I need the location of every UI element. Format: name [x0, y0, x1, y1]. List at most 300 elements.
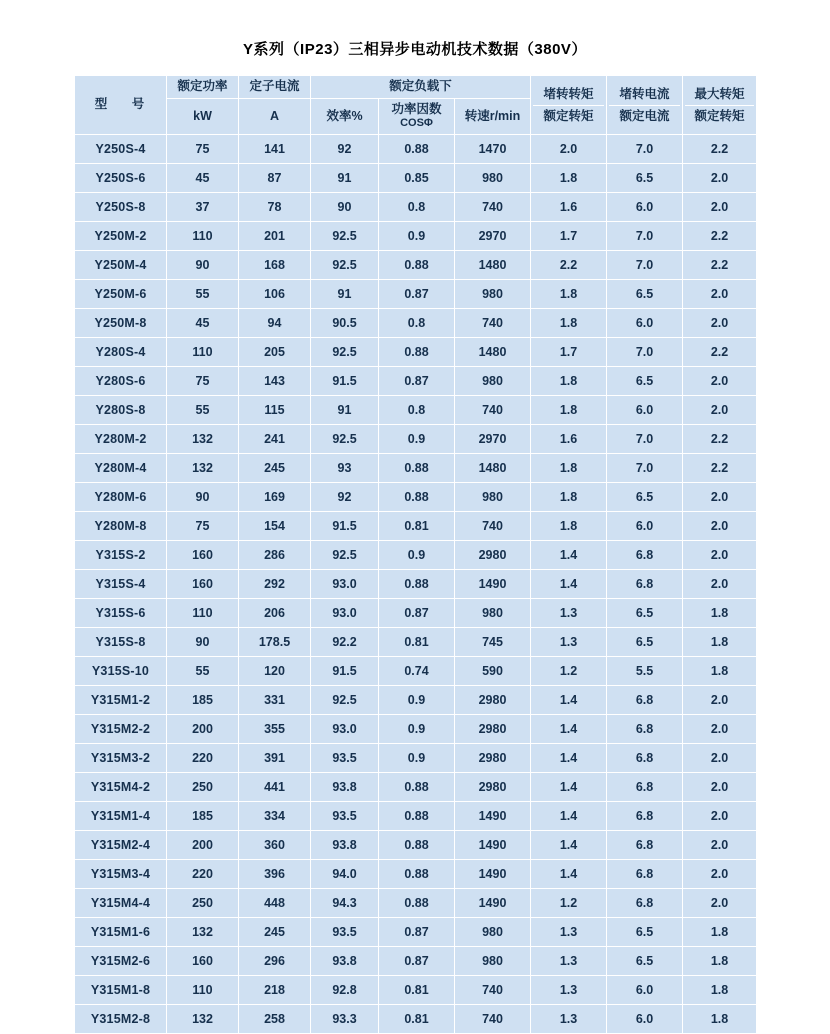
- cell-max-torque-ratio: 2.0: [683, 773, 757, 802]
- cell-max-torque-ratio: 2.0: [683, 802, 757, 831]
- cell-max-torque-ratio: 1.8: [683, 918, 757, 947]
- cell-locked-torque-ratio: 1.4: [531, 744, 607, 773]
- cell-model: Y250S-4: [75, 135, 167, 164]
- table-row: [75, 947, 757, 976]
- table-header: [75, 76, 757, 135]
- table-row: [75, 860, 757, 889]
- table-row: [75, 454, 757, 483]
- cell-model: Y315M4-2: [75, 773, 167, 802]
- cell-locked-torque-ratio: 1.8: [531, 396, 607, 425]
- cell-max-torque-ratio: 2.0: [683, 744, 757, 773]
- cell-rated-power: 220: [167, 860, 239, 889]
- cell-max-torque-ratio: 1.8: [683, 599, 757, 628]
- cell-locked-torque-ratio: 1.4: [531, 831, 607, 860]
- max-torque-numerator: 最大转矩: [694, 87, 745, 102]
- table-row: [75, 628, 757, 657]
- cell-locked-torque-ratio: 1.8: [531, 512, 607, 541]
- cell-locked-torque-ratio: 1.3: [531, 976, 607, 1005]
- cell-power-factor: 0.85: [379, 164, 455, 193]
- cell-max-torque-ratio: 2.0: [683, 889, 757, 918]
- cell-locked-current-ratio: 6.8: [607, 686, 683, 715]
- cell-model: Y315S-6: [75, 599, 167, 628]
- cell-model: Y280S-8: [75, 396, 167, 425]
- cell-power-factor: 0.88: [379, 831, 455, 860]
- cell-locked-torque-ratio: 1.4: [531, 570, 607, 599]
- cell-power-factor: 0.88: [379, 889, 455, 918]
- col-header-rated-load-group: 额定负载下: [311, 76, 531, 99]
- cell-efficiency: 92.8: [311, 976, 379, 1005]
- cell-power-factor: 0.8: [379, 396, 455, 425]
- cell-max-torque-ratio: 1.8: [683, 657, 757, 686]
- cell-efficiency: 91: [311, 396, 379, 425]
- cell-model: Y315M1-4: [75, 802, 167, 831]
- cell-efficiency: 91.5: [311, 512, 379, 541]
- table-row: [75, 512, 757, 541]
- motor-spec-table: [74, 75, 757, 1034]
- cell-power-factor: 0.87: [379, 918, 455, 947]
- cell-stator-current: 360: [239, 831, 311, 860]
- cell-stator-current: 245: [239, 454, 311, 483]
- table-row: [75, 831, 757, 860]
- cell-max-torque-ratio: 2.0: [683, 715, 757, 744]
- cell-speed: 1480: [455, 454, 531, 483]
- cell-rated-power: 132: [167, 425, 239, 454]
- cell-locked-current-ratio: 6.5: [607, 947, 683, 976]
- cell-speed: 1480: [455, 251, 531, 280]
- cell-stator-current: 331: [239, 686, 311, 715]
- cell-locked-current-ratio: 6.8: [607, 744, 683, 773]
- cell-rated-power: 160: [167, 541, 239, 570]
- cell-stator-current: 143: [239, 367, 311, 396]
- cell-max-torque-ratio: 2.0: [683, 483, 757, 512]
- cell-model: Y280M-2: [75, 425, 167, 454]
- cell-locked-current-ratio: 6.8: [607, 773, 683, 802]
- cell-speed: 2970: [455, 425, 531, 454]
- cell-speed: 980: [455, 164, 531, 193]
- cell-efficiency: 93.8: [311, 831, 379, 860]
- cell-locked-torque-ratio: 1.4: [531, 686, 607, 715]
- cell-locked-current-ratio: 6.8: [607, 889, 683, 918]
- table-row: [75, 541, 757, 570]
- col-header-stator-current: 定子电流: [239, 76, 311, 99]
- cell-rated-power: 90: [167, 483, 239, 512]
- table-row: [75, 773, 757, 802]
- table-row: [75, 889, 757, 918]
- cell-locked-current-ratio: 6.8: [607, 541, 683, 570]
- cell-locked-torque-ratio: 1.8: [531, 367, 607, 396]
- cell-efficiency: 91: [311, 164, 379, 193]
- cell-max-torque-ratio: 2.0: [683, 396, 757, 425]
- cell-rated-power: 250: [167, 889, 239, 918]
- cell-model: Y315M2-6: [75, 947, 167, 976]
- cell-efficiency: 93.0: [311, 715, 379, 744]
- cell-efficiency: 92.5: [311, 338, 379, 367]
- cell-locked-current-ratio: 6.5: [607, 918, 683, 947]
- cell-locked-torque-ratio: 1.4: [531, 773, 607, 802]
- cell-speed: 980: [455, 918, 531, 947]
- cell-power-factor: 0.9: [379, 541, 455, 570]
- cell-efficiency: 94.0: [311, 860, 379, 889]
- locked-torque-numerator: 堵转转矩: [543, 87, 594, 102]
- cell-power-factor: 0.88: [379, 251, 455, 280]
- cell-rated-power: 75: [167, 367, 239, 396]
- cell-model: Y315M3-4: [75, 860, 167, 889]
- cell-locked-torque-ratio: 1.8: [531, 454, 607, 483]
- locked-current-numerator: 堵转电流: [619, 87, 670, 102]
- cell-max-torque-ratio: 2.2: [683, 222, 757, 251]
- cell-rated-power: 37: [167, 193, 239, 222]
- cell-stator-current: 448: [239, 889, 311, 918]
- cell-model: Y250M-8: [75, 309, 167, 338]
- cell-stator-current: 141: [239, 135, 311, 164]
- cell-max-torque-ratio: 1.8: [683, 1005, 757, 1034]
- cell-locked-torque-ratio: 1.8: [531, 309, 607, 338]
- col-header-max-torque: [683, 76, 757, 135]
- cell-max-torque-ratio: 2.2: [683, 454, 757, 483]
- table-row: [75, 338, 757, 367]
- cell-model: Y250S-8: [75, 193, 167, 222]
- table-row: [75, 802, 757, 831]
- cell-model: Y315M1-2: [75, 686, 167, 715]
- cell-locked-current-ratio: 5.5: [607, 657, 683, 686]
- cell-rated-power: 110: [167, 222, 239, 251]
- table-row: [75, 976, 757, 1005]
- cell-locked-current-ratio: 7.0: [607, 222, 683, 251]
- cell-locked-torque-ratio: 1.3: [531, 599, 607, 628]
- cell-stator-current: 178.5: [239, 628, 311, 657]
- col-header-locked-current: [607, 76, 683, 135]
- cell-stator-current: 296: [239, 947, 311, 976]
- table-row: [75, 744, 757, 773]
- cell-locked-torque-ratio: 1.2: [531, 657, 607, 686]
- cell-model: Y315S-8: [75, 628, 167, 657]
- table-row: [75, 164, 757, 193]
- cell-locked-torque-ratio: 1.4: [531, 802, 607, 831]
- cell-rated-power: 132: [167, 454, 239, 483]
- cell-model: Y315M4-4: [75, 889, 167, 918]
- cell-efficiency: 93.0: [311, 599, 379, 628]
- cell-max-torque-ratio: 2.0: [683, 280, 757, 309]
- cell-model: Y315S-2: [75, 541, 167, 570]
- col-header-rated-power: 额定功率: [167, 76, 239, 99]
- cell-locked-current-ratio: 7.0: [607, 251, 683, 280]
- cell-locked-current-ratio: 6.0: [607, 193, 683, 222]
- table-row: [75, 193, 757, 222]
- cell-power-factor: 0.87: [379, 947, 455, 976]
- cell-model: Y250S-6: [75, 164, 167, 193]
- cell-locked-current-ratio: 6.0: [607, 1005, 683, 1034]
- cell-power-factor: 0.88: [379, 483, 455, 512]
- cell-efficiency: 92.5: [311, 425, 379, 454]
- cell-max-torque-ratio: 2.0: [683, 860, 757, 889]
- cell-locked-torque-ratio: 1.8: [531, 483, 607, 512]
- cell-efficiency: 93.3: [311, 1005, 379, 1034]
- cell-power-factor: 0.88: [379, 773, 455, 802]
- cell-rated-power: 55: [167, 396, 239, 425]
- cell-model: Y315M2-4: [75, 831, 167, 860]
- cell-power-factor: 0.87: [379, 280, 455, 309]
- cell-efficiency: 93.8: [311, 947, 379, 976]
- col-header-efficiency: 效率%: [311, 98, 379, 134]
- cell-speed: 1490: [455, 889, 531, 918]
- cell-efficiency: 93.5: [311, 802, 379, 831]
- cell-max-torque-ratio: 2.2: [683, 338, 757, 367]
- cell-speed: 2980: [455, 744, 531, 773]
- cell-locked-current-ratio: 6.5: [607, 599, 683, 628]
- cell-locked-torque-ratio: 1.4: [531, 715, 607, 744]
- cell-model: Y315M1-8: [75, 976, 167, 1005]
- cell-speed: 980: [455, 947, 531, 976]
- cell-locked-current-ratio: 7.0: [607, 425, 683, 454]
- cell-stator-current: 396: [239, 860, 311, 889]
- cell-power-factor: 0.8: [379, 309, 455, 338]
- cell-max-torque-ratio: 2.2: [683, 425, 757, 454]
- col-header-stator-current-unit: A: [239, 98, 311, 134]
- cell-rated-power: 90: [167, 251, 239, 280]
- cell-power-factor: 0.88: [379, 135, 455, 164]
- locked-current-denominator: 额定电流: [609, 105, 680, 124]
- cell-power-factor: 0.9: [379, 744, 455, 773]
- cell-max-torque-ratio: 2.0: [683, 309, 757, 338]
- cell-power-factor: 0.81: [379, 512, 455, 541]
- page-title: Y系列（IP23）三相异步电动机技术数据（380V）: [243, 41, 587, 58]
- cell-locked-current-ratio: 6.0: [607, 396, 683, 425]
- cell-speed: 2980: [455, 773, 531, 802]
- cell-locked-torque-ratio: 1.4: [531, 541, 607, 570]
- cell-locked-torque-ratio: 1.2: [531, 889, 607, 918]
- cell-stator-current: 154: [239, 512, 311, 541]
- cell-rated-power: 160: [167, 570, 239, 599]
- cell-efficiency: 93.5: [311, 744, 379, 773]
- cell-model: Y280S-4: [75, 338, 167, 367]
- cell-rated-power: 75: [167, 135, 239, 164]
- cell-power-factor: 0.88: [379, 570, 455, 599]
- cell-power-factor: 0.88: [379, 860, 455, 889]
- cell-rated-power: 220: [167, 744, 239, 773]
- cell-locked-current-ratio: 6.8: [607, 860, 683, 889]
- cell-locked-torque-ratio: 1.6: [531, 193, 607, 222]
- cell-power-factor: 0.8: [379, 193, 455, 222]
- cell-efficiency: 93.0: [311, 570, 379, 599]
- cell-speed: 2980: [455, 686, 531, 715]
- cell-max-torque-ratio: 2.2: [683, 135, 757, 164]
- cell-efficiency: 92: [311, 135, 379, 164]
- cell-rated-power: 75: [167, 512, 239, 541]
- cell-speed: 740: [455, 193, 531, 222]
- cell-locked-torque-ratio: 1.8: [531, 164, 607, 193]
- cell-locked-current-ratio: 7.0: [607, 454, 683, 483]
- col-header-locked-torque: [531, 76, 607, 135]
- cell-speed: 1490: [455, 860, 531, 889]
- cell-locked-current-ratio: 6.5: [607, 628, 683, 657]
- cell-speed: 1470: [455, 135, 531, 164]
- cell-stator-current: 258: [239, 1005, 311, 1034]
- cell-power-factor: 0.74: [379, 657, 455, 686]
- cell-efficiency: 93: [311, 454, 379, 483]
- table-row: [75, 280, 757, 309]
- table-row: [75, 309, 757, 338]
- cell-efficiency: 90: [311, 193, 379, 222]
- cell-max-torque-ratio: 1.8: [683, 628, 757, 657]
- cell-model: Y315S-4: [75, 570, 167, 599]
- table-row: [75, 483, 757, 512]
- cell-stator-current: 120: [239, 657, 311, 686]
- cell-rated-power: 250: [167, 773, 239, 802]
- cell-model: Y280M-8: [75, 512, 167, 541]
- cell-stator-current: 441: [239, 773, 311, 802]
- cell-model: Y315M2-2: [75, 715, 167, 744]
- cell-model: Y315M2-8: [75, 1005, 167, 1034]
- table-row: [75, 570, 757, 599]
- table-row: [75, 918, 757, 947]
- cell-max-torque-ratio: 2.0: [683, 831, 757, 860]
- cell-rated-power: 45: [167, 309, 239, 338]
- cell-locked-torque-ratio: 1.3: [531, 1005, 607, 1034]
- cell-efficiency: 92: [311, 483, 379, 512]
- cell-stator-current: 391: [239, 744, 311, 773]
- cell-locked-current-ratio: 6.8: [607, 802, 683, 831]
- cell-locked-torque-ratio: 1.7: [531, 222, 607, 251]
- cell-locked-torque-ratio: 1.3: [531, 628, 607, 657]
- col-header-model: 型 号: [75, 76, 167, 135]
- cell-speed: 980: [455, 599, 531, 628]
- cell-locked-current-ratio: 6.5: [607, 280, 683, 309]
- cell-speed: 740: [455, 512, 531, 541]
- cell-efficiency: 91: [311, 280, 379, 309]
- cell-locked-current-ratio: 6.8: [607, 570, 683, 599]
- cell-stator-current: 87: [239, 164, 311, 193]
- cell-model: Y280S-6: [75, 367, 167, 396]
- col-header-rated-power-unit: kW: [167, 98, 239, 134]
- cell-locked-current-ratio: 6.0: [607, 512, 683, 541]
- cell-rated-power: 132: [167, 1005, 239, 1034]
- cell-stator-current: 205: [239, 338, 311, 367]
- cell-max-torque-ratio: 2.0: [683, 686, 757, 715]
- cell-locked-current-ratio: 6.8: [607, 715, 683, 744]
- cell-power-factor: 0.9: [379, 222, 455, 251]
- cell-model: Y250M-4: [75, 251, 167, 280]
- cell-power-factor: 0.87: [379, 599, 455, 628]
- cell-stator-current: 168: [239, 251, 311, 280]
- cell-stator-current: 94: [239, 309, 311, 338]
- table-body: [75, 135, 757, 1034]
- locked-torque-denominator: 额定转矩: [533, 105, 604, 124]
- cell-locked-torque-ratio: 1.7: [531, 338, 607, 367]
- cell-stator-current: 355: [239, 715, 311, 744]
- cell-locked-current-ratio: 6.5: [607, 164, 683, 193]
- cell-efficiency: 93.8: [311, 773, 379, 802]
- cell-locked-current-ratio: 6.8: [607, 831, 683, 860]
- cell-efficiency: 94.3: [311, 889, 379, 918]
- cell-power-factor: 0.9: [379, 686, 455, 715]
- power-factor-symbol: COSΦ: [400, 117, 433, 130]
- cell-max-torque-ratio: 2.0: [683, 164, 757, 193]
- cell-efficiency: 92.5: [311, 251, 379, 280]
- table-row: [75, 135, 757, 164]
- cell-stator-current: 245: [239, 918, 311, 947]
- cell-power-factor: 0.81: [379, 1005, 455, 1034]
- cell-locked-current-ratio: 6.0: [607, 976, 683, 1005]
- power-factor-label: 功率因数: [391, 101, 442, 116]
- cell-rated-power: 160: [167, 947, 239, 976]
- cell-locked-torque-ratio: 2.2: [531, 251, 607, 280]
- cell-stator-current: 106: [239, 280, 311, 309]
- cell-stator-current: 206: [239, 599, 311, 628]
- cell-rated-power: 110: [167, 599, 239, 628]
- cell-speed: 740: [455, 396, 531, 425]
- cell-stator-current: 115: [239, 396, 311, 425]
- table-row: [75, 425, 757, 454]
- cell-speed: 2980: [455, 541, 531, 570]
- cell-speed: 1490: [455, 831, 531, 860]
- cell-speed: 590: [455, 657, 531, 686]
- cell-rated-power: 90: [167, 628, 239, 657]
- cell-stator-current: 201: [239, 222, 311, 251]
- cell-locked-current-ratio: 7.0: [607, 338, 683, 367]
- cell-efficiency: 93.5: [311, 918, 379, 947]
- cell-max-torque-ratio: 2.0: [683, 512, 757, 541]
- cell-efficiency: 92.2: [311, 628, 379, 657]
- cell-power-factor: 0.88: [379, 454, 455, 483]
- cell-max-torque-ratio: 2.0: [683, 570, 757, 599]
- cell-max-torque-ratio: 1.8: [683, 947, 757, 976]
- cell-locked-torque-ratio: 1.3: [531, 947, 607, 976]
- table-header-row-1: [75, 76, 757, 99]
- cell-speed: 740: [455, 309, 531, 338]
- cell-rated-power: 110: [167, 338, 239, 367]
- cell-efficiency: 91.5: [311, 657, 379, 686]
- cell-stator-current: 292: [239, 570, 311, 599]
- cell-rated-power: 132: [167, 918, 239, 947]
- cell-rated-power: 110: [167, 976, 239, 1005]
- table-row: [75, 396, 757, 425]
- cell-max-torque-ratio: 2.0: [683, 541, 757, 570]
- table-row: [75, 251, 757, 280]
- cell-model: Y250M-2: [75, 222, 167, 251]
- cell-stator-current: 218: [239, 976, 311, 1005]
- table-row: [75, 1005, 757, 1034]
- table-row: [75, 715, 757, 744]
- cell-model: Y250M-6: [75, 280, 167, 309]
- cell-model: Y315M1-6: [75, 918, 167, 947]
- cell-power-factor: 0.88: [379, 802, 455, 831]
- table-row: [75, 657, 757, 686]
- cell-locked-current-ratio: 6.5: [607, 367, 683, 396]
- cell-stator-current: 286: [239, 541, 311, 570]
- cell-rated-power: 55: [167, 280, 239, 309]
- cell-model: Y280M-6: [75, 483, 167, 512]
- cell-max-torque-ratio: 2.0: [683, 193, 757, 222]
- cell-model: Y315M3-2: [75, 744, 167, 773]
- cell-rated-power: 185: [167, 802, 239, 831]
- cell-locked-torque-ratio: 1.6: [531, 425, 607, 454]
- cell-locked-torque-ratio: 1.8: [531, 280, 607, 309]
- table-row: [75, 686, 757, 715]
- cell-efficiency: 92.5: [311, 222, 379, 251]
- cell-power-factor: 0.88: [379, 338, 455, 367]
- cell-efficiency: 92.5: [311, 686, 379, 715]
- cell-stator-current: 334: [239, 802, 311, 831]
- cell-model: Y315S-10: [75, 657, 167, 686]
- cell-efficiency: 92.5: [311, 541, 379, 570]
- cell-speed: 980: [455, 280, 531, 309]
- cell-locked-current-ratio: 6.0: [607, 309, 683, 338]
- cell-efficiency: 91.5: [311, 367, 379, 396]
- cell-power-factor: 0.81: [379, 628, 455, 657]
- cell-speed: 1490: [455, 570, 531, 599]
- table-row: [75, 599, 757, 628]
- cell-speed: 1480: [455, 338, 531, 367]
